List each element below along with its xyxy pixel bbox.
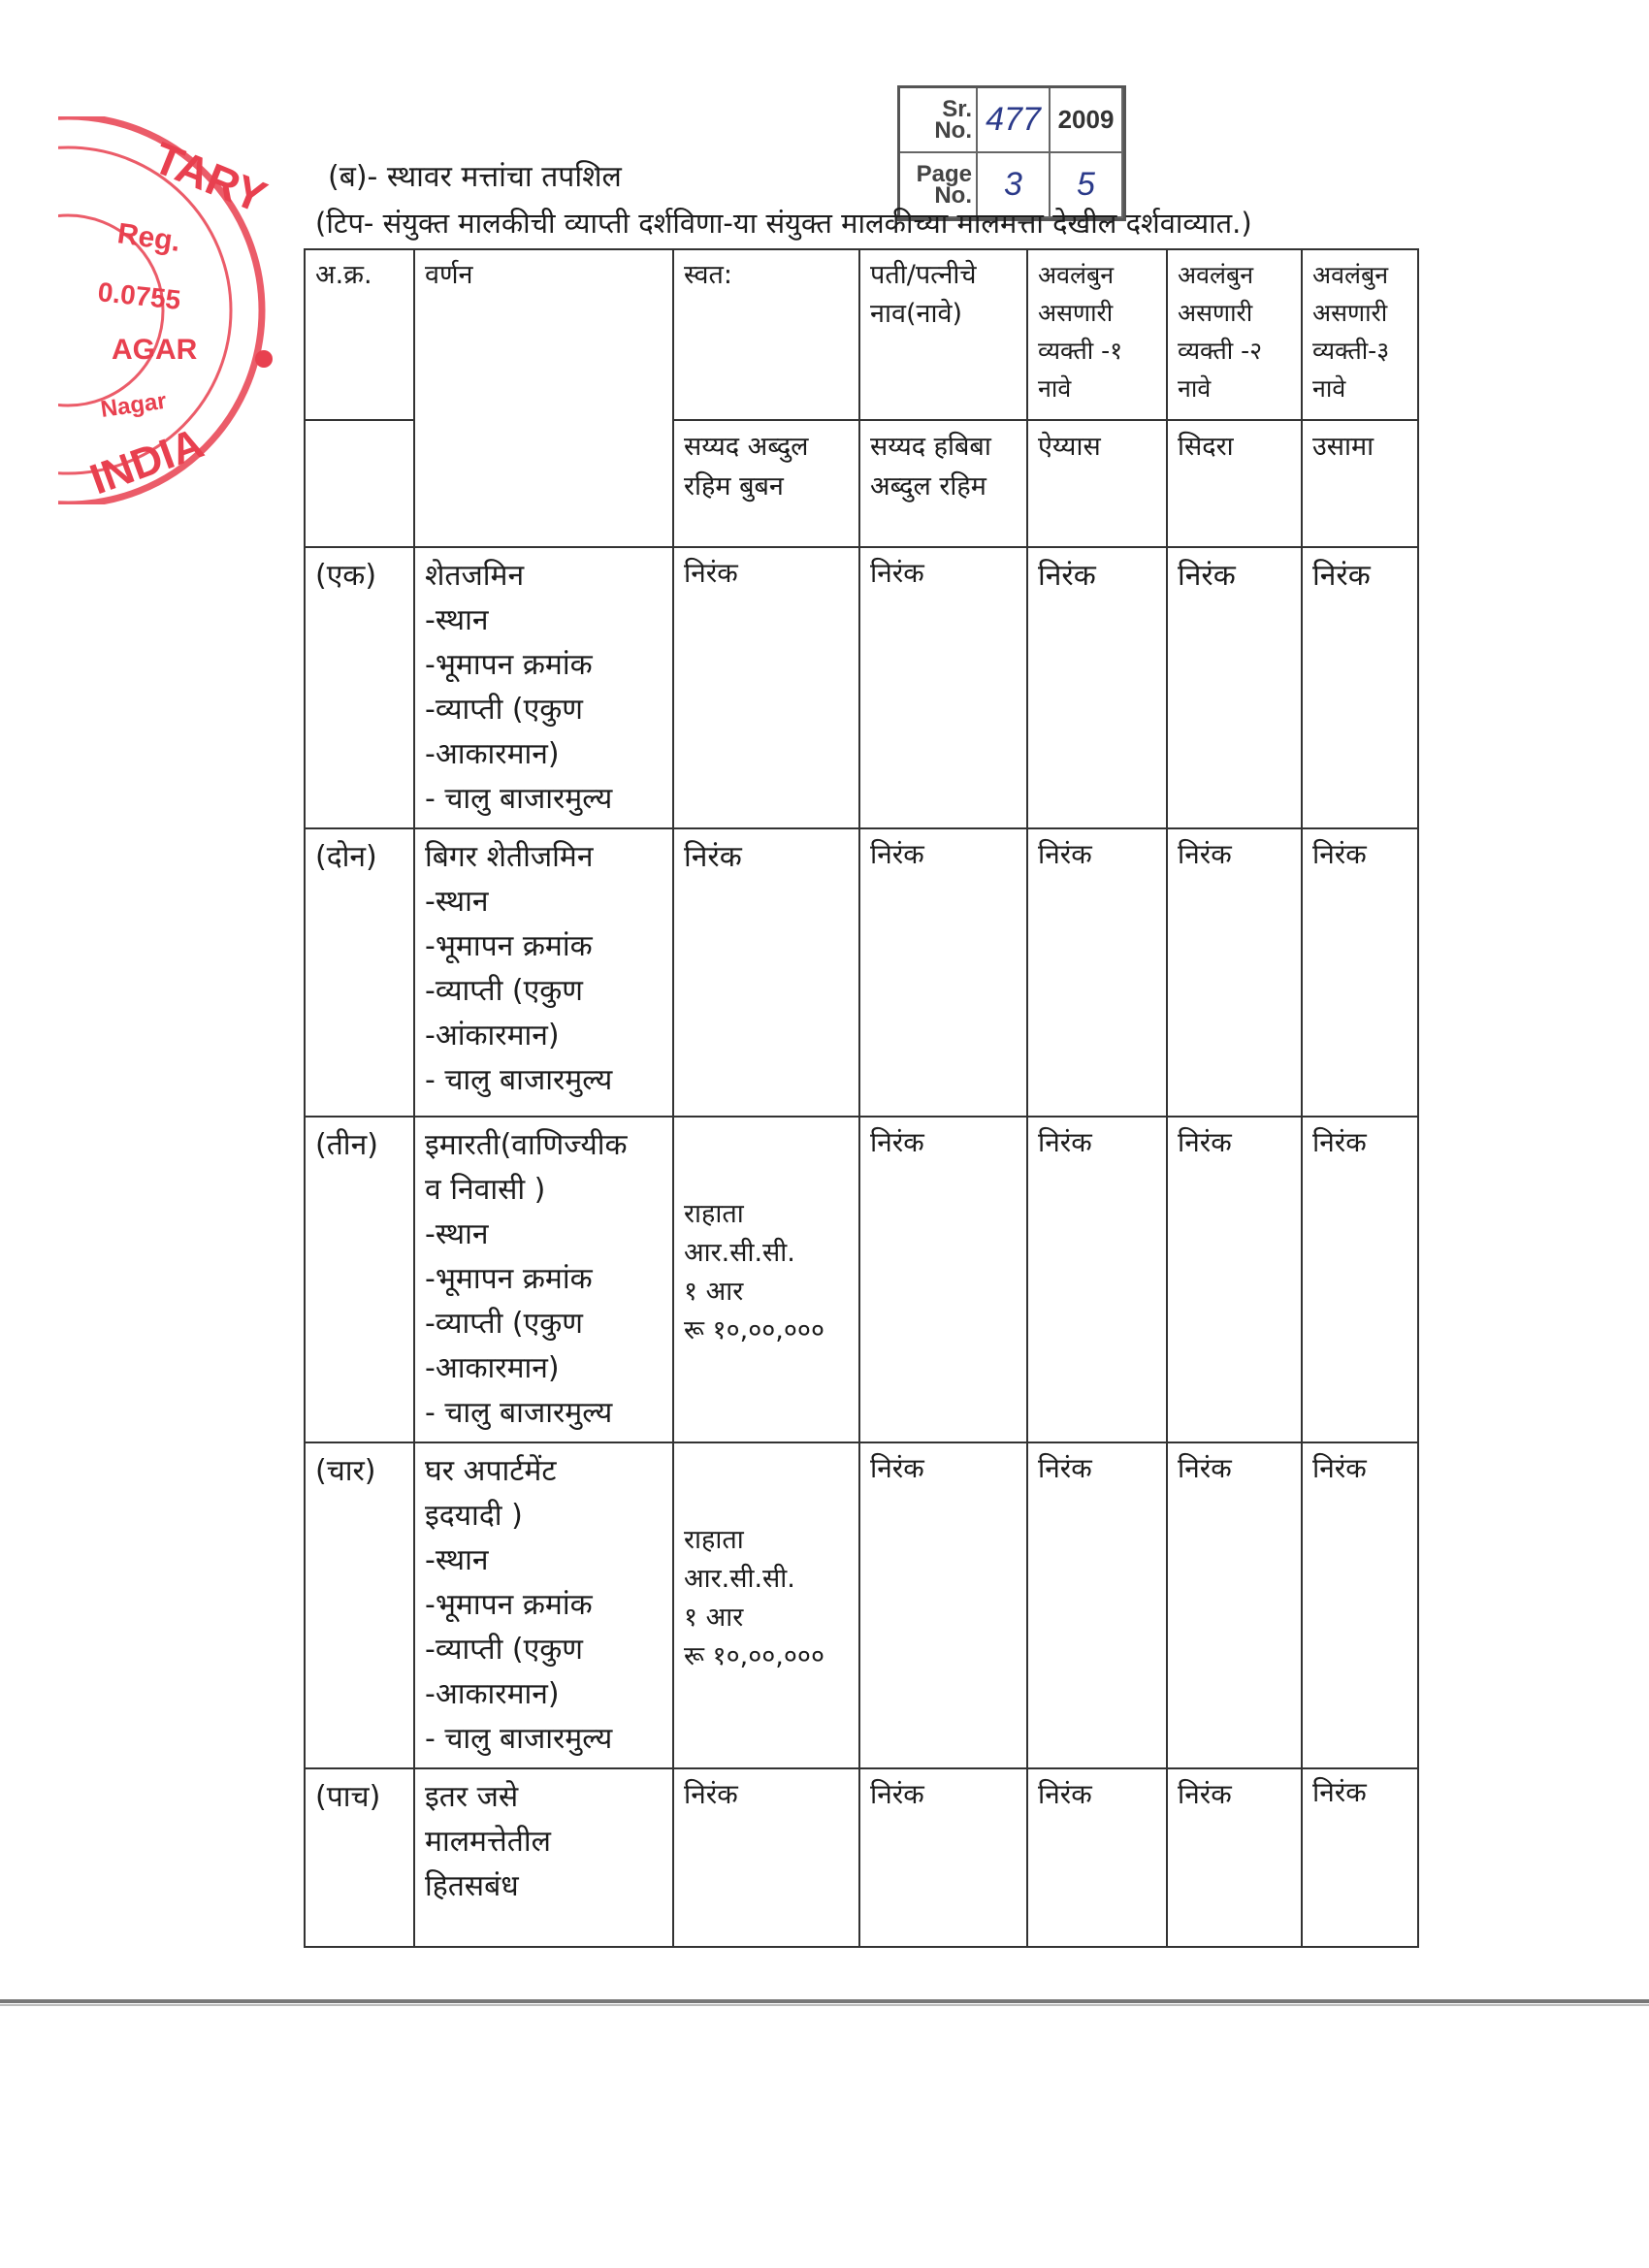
row-number: (एक) [305,547,414,828]
row-spouse-value: निरंक [859,1442,1027,1768]
page-divider-shadow [0,2004,1649,2006]
row-number: (पाच) [305,1768,414,1947]
name-self: सय्यद अब्दुल रहिम बुबन [673,420,859,547]
table-row [305,1442,1418,1768]
row-self-value: निरंक [673,828,859,1117]
row-spouse-value: निरंक [859,1768,1027,1947]
stamp-number: 0.0755 [96,276,182,315]
row-dependent-2-value: निरंक [1167,828,1302,1117]
row-dependent-1-value: निरंक [1027,1117,1167,1442]
header-dependent-1: अवलंबुन असणारी व्यक्ती -१ नावे [1027,249,1167,420]
page-no-value-2: 5 [1051,153,1123,218]
name-dependent-2: सिदरा [1167,420,1302,547]
notary-stamp [58,116,320,504]
page-no-label: Page No. [900,153,978,218]
row-spouse-value: निरंक [859,547,1027,828]
row-dependent-1-value: निरंक [1027,828,1167,1117]
page-no-value-1: 3 [978,153,1051,218]
section-note: (टिप- संयुक्त मालकीची व्याप्ती दर्शविणा-या संयुक्त मालकीच्या मालमत्ता देखील दर्शवाव्यात.) [315,207,1252,240]
table-row [305,547,1418,828]
row-self-value: राहाता आर.सी.सी. १ आर रू १०,००,००० [673,1442,859,1768]
row-spouse-value: निरंक [859,1117,1027,1442]
names-empty-cell [305,420,414,547]
header-dependent-2: अवलंबुन असणारी व्यक्ती -२ नावे [1167,249,1302,420]
row-description: शेतजमिन -स्थान -भूमापन क्रमांक -व्याप्ती (एकुण -आकारमान) - चालु बाजारमुल्य [414,547,673,828]
row-dependent-3-value: निरंक [1302,1768,1418,1947]
sr-no-value: 477 [978,88,1051,153]
row-self-value: निरंक [673,547,859,828]
row-number: (तीन) [305,1117,414,1442]
name-spouse: सय्यद हबिबा अब्दुल रहिम [859,420,1027,547]
page-divider [0,1999,1649,2003]
immovable-assets-table [304,248,1419,1948]
name-dependent-3: उसामा [1302,420,1418,547]
row-number: (चार) [305,1442,414,1768]
row-dependent-2-value: निरंक [1167,1117,1302,1442]
serial-number-box [897,85,1126,221]
row-dependent-2-value: निरंक [1167,1768,1302,1947]
stamp-city: Nagar [99,387,169,423]
row-dependent-3-value: निरंक [1302,547,1418,828]
header-sr: अ.क्र. [305,249,414,420]
stamp-text-top: TARY [146,132,275,223]
stamp-text-bottom: INDIA [83,419,210,504]
sr-no-label: Sr. No. [900,88,978,153]
row-description: इमारती(वाणिज्यीक व निवासी ) -स्थान -भूमापन क्रमांक -व्याप्ती (एकुण -आकारमान) - चालु बाजारमुल्य [414,1117,673,1442]
row-dependent-2-value: निरंक [1167,1442,1302,1768]
header-description: वर्णन [414,249,673,547]
row-description: बिगर शेतीजमिन -स्थान -भूमापन क्रमांक -व्याप्ती (एकुण -आंकारमान) - चालु बाजारमुल्य [414,828,673,1117]
row-dependent-3-value: निरंक [1302,1442,1418,1768]
table-row [305,1117,1418,1442]
stamp-mid: AGAR [112,334,198,366]
name-dependent-1: ऐय्यास [1027,420,1167,547]
row-dependent-1-value: निरंक [1027,1768,1167,1947]
header-dependent-3: अवलंबुन असणारी व्यक्ती-३ नावे [1302,249,1418,420]
row-description: घर अपार्टमेंट इदयादी ) -स्थान -भूमापन क्रमांक -व्याप्ती (एकुण -आकारमान) - चालु बाजारमुल्य [414,1442,673,1768]
row-dependent-2-value: निरंक [1167,547,1302,828]
row-dependent-1-value: निरंक [1027,1442,1167,1768]
sr-year: 2009 [1051,88,1123,153]
row-spouse-value: निरंक [859,828,1027,1117]
table-row [305,1768,1418,1947]
row-self-value: निरंक [673,1768,859,1947]
row-description: इतर जसे मालमत्तेतील हितसबंध [414,1768,673,1947]
table-row [305,828,1418,1117]
row-self-value: राहाता आर.सी.सी. १ आर रू १०,००,००० [673,1117,859,1442]
row-dependent-3-value: निरंक [1302,1117,1418,1442]
section-heading: (ब)- स्थावर मत्तांचा तपशिल [328,160,622,194]
header-spouse: पती/पत्नीचे नाव(नावे) [859,249,1027,420]
row-dependent-1-value: निरंक [1027,547,1167,828]
row-number: (दोन) [305,828,414,1117]
header-self: स्वत: [673,249,859,420]
header-row [305,249,1418,420]
row-dependent-3-value: निरंक [1302,828,1418,1117]
stamp-reg: Reg. [115,217,183,258]
